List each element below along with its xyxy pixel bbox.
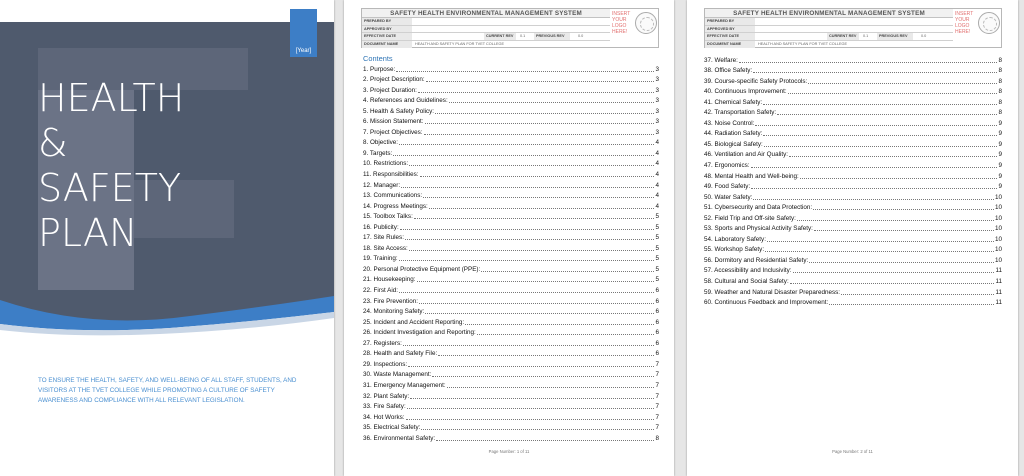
toc-dot-leader xyxy=(393,155,654,156)
header-row-prepared xyxy=(705,18,953,26)
toc-entry-label: 37. Welfare: xyxy=(704,56,738,64)
toc-entry-page: 3 xyxy=(655,76,659,84)
toc-entry-page: 10 xyxy=(994,256,1002,264)
toc-entry[interactable] xyxy=(363,327,659,338)
toc-dot-leader xyxy=(753,199,994,200)
toc-dot-leader xyxy=(438,355,654,356)
toc-entry-page: 5 xyxy=(655,234,659,242)
header-row-effective xyxy=(362,33,610,41)
toc-entry-page: 11 xyxy=(995,267,1002,275)
toc-dot-leader xyxy=(739,62,998,63)
toc-entry-label: 5. Health & Safety Policy: xyxy=(363,107,435,115)
previous-rev-label: PREVIOUS REV xyxy=(877,33,913,40)
toc-dot-leader xyxy=(813,209,994,210)
header-row-approved xyxy=(362,26,610,34)
toc-entry-label: 12. Manager: xyxy=(363,181,401,189)
logo-placeholder-text: INSERT YOUR LOGO HERE! xyxy=(955,11,974,35)
document-header xyxy=(704,8,1002,48)
toc-entry-label: 26. Incident Investigation and Reporting: xyxy=(363,329,476,337)
toc-entry[interactable] xyxy=(363,147,659,158)
toc-entry-label: 46. Ventilation and Air Quality: xyxy=(704,151,789,159)
toc-entry-page: 6 xyxy=(655,339,659,347)
toc-entry-label: 11. Responsibilities: xyxy=(363,171,419,179)
toc-dot-leader xyxy=(751,188,997,189)
toc-entry[interactable] xyxy=(704,75,1002,86)
toc-entry-label: 39. Course-specific Safety Protocols: xyxy=(704,77,808,85)
toc-entry-page: 7 xyxy=(655,424,659,432)
toc-entry-label: 3. Project Duration: xyxy=(363,86,417,94)
toc-entry-page: 9 xyxy=(998,172,1002,180)
toc-entry-label: 22. First Aid: xyxy=(363,287,398,295)
toc-entry[interactable] xyxy=(704,265,1002,276)
toc-entry-page: 4 xyxy=(655,139,659,147)
table-of-contents-continued xyxy=(704,54,1002,307)
toc-entry-page: 8 xyxy=(655,434,659,442)
toc-entry-page: 4 xyxy=(655,192,659,200)
toc-entry[interactable] xyxy=(363,105,659,116)
toc-dot-leader xyxy=(399,292,654,293)
toc-entry-label: 27. Registers: xyxy=(363,339,402,347)
toc-entry-page: 5 xyxy=(655,223,659,231)
toc-entry-page: 10 xyxy=(994,225,1002,233)
toc-entry-page: 7 xyxy=(655,403,659,411)
header-row-docname xyxy=(362,41,610,49)
toc-dot-leader xyxy=(829,304,994,305)
current-rev-value: 0.1 xyxy=(520,34,526,38)
toc-dot-leader xyxy=(808,83,997,84)
document-page-2[interactable] xyxy=(687,0,1018,476)
toc-dot-leader xyxy=(447,387,655,388)
toc-entry-page: 3 xyxy=(655,128,659,136)
prepared-by-label: PREPARED BY xyxy=(362,18,412,25)
toc-entry[interactable] xyxy=(704,138,1002,149)
document-name-label: DOCUMENT NAME xyxy=(362,41,412,49)
toc-entry-page: 8 xyxy=(998,67,1002,75)
toc-entry[interactable] xyxy=(704,286,1002,297)
toc-entry-page: 10 xyxy=(994,214,1002,222)
toc-dot-leader xyxy=(763,135,997,136)
toc-entry[interactable] xyxy=(704,86,1002,97)
toc-entry-label: 59. Weather and Natural Disaster Preparedness: xyxy=(704,288,841,296)
toc-entry-page: 3 xyxy=(655,97,659,105)
toc-entry-label: 2. Project Description: xyxy=(363,76,425,84)
toc-entry[interactable] xyxy=(704,202,1002,213)
toc-entry[interactable] xyxy=(363,190,659,201)
cover-title-line: PLAN xyxy=(38,211,138,255)
toc-entry[interactable] xyxy=(704,54,1002,65)
toc-dot-leader xyxy=(432,376,654,377)
toc-entry-page: 5 xyxy=(655,244,659,252)
prepared-by-label: PREPARED BY xyxy=(705,18,755,25)
toc-entry[interactable] xyxy=(363,253,659,264)
logo-seal-icon xyxy=(635,12,657,34)
toc-dot-leader xyxy=(449,102,655,103)
cover-title-line: & xyxy=(38,121,68,165)
toc-entry-page: 5 xyxy=(655,265,659,273)
logo-seal-icon xyxy=(978,12,1000,34)
toc-entry[interactable] xyxy=(704,128,1002,139)
toc-entry[interactable] xyxy=(363,401,659,412)
toc-entry[interactable] xyxy=(363,126,659,137)
toc-dot-leader xyxy=(777,114,997,115)
toc-dot-leader xyxy=(424,134,655,135)
toc-entry[interactable] xyxy=(704,149,1002,160)
toc-entry[interactable] xyxy=(704,233,1002,244)
toc-dot-leader xyxy=(764,146,998,147)
toc-entry-label: 6. Mission Statement: xyxy=(363,118,424,126)
toc-entry[interactable] xyxy=(363,95,659,106)
toc-dot-leader xyxy=(396,71,654,72)
toc-dot-leader xyxy=(751,167,998,168)
approved-by-label: APPROVED BY xyxy=(705,26,755,33)
toc-dot-leader xyxy=(788,93,998,94)
toc-entry[interactable] xyxy=(363,432,659,443)
toc-entry-label: 7. Project Objectives: xyxy=(363,128,423,136)
toc-entry-label: 16. Publicity: xyxy=(363,223,399,231)
toc-dot-leader xyxy=(767,241,994,242)
toc-entry-label: 54. Laboratory Safety: xyxy=(704,235,766,243)
toc-entry-page: 10 xyxy=(994,204,1002,212)
toc-dot-leader xyxy=(465,324,654,325)
toc-entry-label: 8. Objective: xyxy=(363,139,398,147)
toc-entry-label: 43. Noise Control: xyxy=(704,119,755,127)
toc-entry-page: 4 xyxy=(655,181,659,189)
toc-dot-leader xyxy=(414,218,655,219)
toc-dot-leader xyxy=(789,156,997,157)
toc-entry[interactable] xyxy=(363,390,659,401)
toc-entry-label: 17. Site Rules: xyxy=(363,234,404,242)
document-name-value: HEALTH AND SAFETY PLAN FOR TVET COLLEGE xyxy=(758,41,847,46)
document-page-1[interactable] xyxy=(344,0,674,476)
toc-entry-label: 1. Purpose: xyxy=(363,65,396,73)
toc-entry-label: 51. Cybersecurity and Data Protection: xyxy=(704,204,813,212)
toc-entry-label: 31. Emergency Management: xyxy=(363,381,446,389)
toc-dot-leader xyxy=(797,220,994,221)
cover-title-line: SAFETY xyxy=(38,166,182,210)
toc-dot-leader xyxy=(407,408,655,409)
effective-date-label: EFFECTIVE DATE xyxy=(705,33,755,40)
toc-dot-leader xyxy=(406,419,655,420)
previous-rev-value: 0.0 xyxy=(921,34,927,38)
header-title: SAFETY HEALTH ENVIRONMENTAL MANAGEMENT SYSTEM xyxy=(362,9,610,18)
toc-dot-leader xyxy=(400,229,655,230)
toc-dot-leader xyxy=(765,251,994,252)
cover-tagline: TO ENSURE THE HEALTH, SAFETY, AND WELL-BEING OF ALL STAFF, STUDENTS, AND VISITORS AT THE TVET COLLEGE WHILE PROMOTING A CULTURE OF SAFETY AWARENESS AND COMPLIANCE WITH ALL RELEVANT LEGISLATION. xyxy=(38,377,297,404)
toc-entry[interactable] xyxy=(363,200,659,211)
toc-entry-page: 3 xyxy=(655,86,659,94)
toc-entry[interactable] xyxy=(704,191,1002,202)
toc-entry-label: 50. Water Safety: xyxy=(704,193,753,201)
cover-title-line: HEALTH xyxy=(38,76,185,120)
current-rev-value: 0.1 xyxy=(863,34,869,38)
current-rev-label: CURRENT REV xyxy=(484,33,516,40)
approved-by-label: APPROVED BY xyxy=(362,26,412,33)
toc-dot-leader xyxy=(423,197,654,198)
effective-date-label: EFFECTIVE DATE xyxy=(362,33,412,40)
toc-entry[interactable] xyxy=(363,74,659,85)
toc-dot-leader xyxy=(420,176,655,177)
toc-dot-leader xyxy=(421,429,654,430)
toc-entry-page: 11 xyxy=(995,288,1002,296)
toc-entry[interactable] xyxy=(704,212,1002,223)
toc-entry-page: 11 xyxy=(995,299,1002,307)
toc-entry[interactable] xyxy=(363,295,659,306)
toc-dot-leader xyxy=(399,144,654,145)
toc-entry[interactable] xyxy=(704,254,1002,265)
toc-entry-label: 53. Sports and Physical Activity Safety: xyxy=(704,225,813,233)
toc-entry-label: 34. Hot Works: xyxy=(363,413,405,421)
toc-entry-label: 47. Ergonomics: xyxy=(704,162,750,170)
toc-entry-label: 60. Continuous Feedback and Improvement: xyxy=(704,299,829,307)
toc-entry[interactable] xyxy=(363,221,659,232)
toc-entry[interactable] xyxy=(704,244,1002,255)
toc-dot-leader xyxy=(425,313,654,314)
toc-entry-page: 5 xyxy=(655,276,659,284)
toc-entry-page: 6 xyxy=(655,297,659,305)
toc-dot-leader xyxy=(753,72,997,73)
toc-entry[interactable] xyxy=(363,306,659,317)
toc-entry[interactable] xyxy=(704,117,1002,128)
toc-entry-label: 49. Food Safety: xyxy=(704,183,751,191)
toc-dot-leader xyxy=(841,294,994,295)
toc-entry[interactable] xyxy=(363,316,659,327)
toc-entry[interactable] xyxy=(363,379,659,390)
header-row-effective xyxy=(705,33,953,41)
toc-entry-label: 40. Continuous Improvement: xyxy=(704,88,787,96)
toc-dot-leader xyxy=(409,250,655,251)
toc-entry-page: 4 xyxy=(655,149,659,157)
toc-entry[interactable] xyxy=(363,284,659,295)
toc-dot-leader xyxy=(403,345,655,346)
toc-entry-page: 4 xyxy=(655,202,659,210)
toc-entry-label: 23. Fire Prevention: xyxy=(363,297,418,305)
logo-placeholder-text: INSERT YOUR LOGO HERE! xyxy=(612,11,631,35)
document-name-value: HEALTH AND SAFETY PLAN FOR TVET COLLEGE xyxy=(415,41,504,46)
toc-entry-page: 9 xyxy=(998,119,1002,127)
toc-entry-page: 9 xyxy=(998,140,1002,148)
previous-rev-value: 0.0 xyxy=(578,34,584,38)
toc-entry[interactable] xyxy=(363,422,659,433)
toc-entry-page: 8 xyxy=(998,56,1002,64)
toc-entry-page: 7 xyxy=(655,413,659,421)
toc-entry-page: 7 xyxy=(655,360,659,368)
toc-entry[interactable] xyxy=(363,158,659,169)
toc-entry[interactable] xyxy=(704,170,1002,181)
toc-entry-label: 19. Training: xyxy=(363,255,398,263)
toc-entry[interactable] xyxy=(704,96,1002,107)
toc-entry-page: 6 xyxy=(655,287,659,295)
toc-entry[interactable] xyxy=(363,242,659,253)
toc-entry[interactable] xyxy=(363,179,659,190)
toc-dot-leader xyxy=(418,92,655,93)
toc-dot-leader xyxy=(755,125,997,126)
toc-entry-page: 5 xyxy=(655,255,659,263)
toc-entry[interactable] xyxy=(363,84,659,95)
toc-entry-label: 30. Waste Management: xyxy=(363,371,432,379)
toc-entry-page: 4 xyxy=(655,171,659,179)
toc-entry[interactable] xyxy=(363,232,659,243)
toc-entry-page: 10 xyxy=(994,235,1002,243)
toc-entry-label: 33. Fire Safety: xyxy=(363,403,406,411)
toc-entry[interactable] xyxy=(363,369,659,380)
toc-entry[interactable] xyxy=(363,337,659,348)
header-title: SAFETY HEALTH ENVIRONMENTAL MANAGEMENT SYSTEM xyxy=(705,9,953,18)
page-footer: Page Number: 1 of 11 xyxy=(488,449,530,454)
toc-entry-page: 7 xyxy=(655,371,659,379)
toc-entry-label: 13. Communications: xyxy=(363,192,423,200)
toc-entry-label: 35. Electrical Safety: xyxy=(363,424,421,432)
toc-entry[interactable] xyxy=(704,181,1002,192)
current-rev-label: CURRENT REV xyxy=(827,33,859,40)
toc-entry[interactable] xyxy=(704,275,1002,286)
toc-dot-leader xyxy=(401,187,654,188)
toc-entry-page: 3 xyxy=(655,118,659,126)
toc-entry-label: 57. Accessibility and Inclusivity: xyxy=(704,267,792,275)
toc-entry-label: 4. References and Guidelines: xyxy=(363,97,448,105)
document-name-label: DOCUMENT NAME xyxy=(705,41,755,49)
toc-entry-page: 8 xyxy=(998,88,1002,96)
table-of-contents xyxy=(363,63,659,443)
toc-heading: Contents xyxy=(363,54,393,63)
toc-entry-page: 9 xyxy=(998,162,1002,170)
toc-dot-leader xyxy=(405,239,655,240)
toc-dot-leader xyxy=(435,113,654,114)
toc-entry-page: 8 xyxy=(998,98,1002,106)
toc-entry-label: 24. Monitoring Safety: xyxy=(363,308,425,316)
toc-entry[interactable] xyxy=(363,263,659,274)
toc-entry-label: 18. Site Access: xyxy=(363,244,408,252)
toc-entry[interactable] xyxy=(363,211,659,222)
toc-dot-leader xyxy=(417,281,655,282)
toc-entry-page: 5 xyxy=(655,213,659,221)
toc-entry-label: 42. Transportation Safety: xyxy=(704,109,777,117)
toc-entry[interactable] xyxy=(363,137,659,148)
toc-entry[interactable] xyxy=(363,63,659,74)
toc-entry-page: 6 xyxy=(655,350,659,358)
toc-entry-label: 28. Health and Safety File: xyxy=(363,350,438,358)
toc-entry-page: 7 xyxy=(655,381,659,389)
toc-dot-leader xyxy=(410,398,654,399)
toc-dot-leader xyxy=(809,262,994,263)
toc-dot-leader xyxy=(477,334,655,335)
toc-entry-page: 8 xyxy=(998,77,1002,85)
page-footer: Page Number: 2 of 11 xyxy=(832,449,873,454)
toc-entry[interactable] xyxy=(363,168,659,179)
toc-entry-label: 38. Office Safety: xyxy=(704,67,753,75)
toc-dot-leader xyxy=(800,178,998,179)
toc-entry[interactable] xyxy=(363,411,659,422)
toc-dot-leader xyxy=(408,366,654,367)
toc-entry-label: 14. Progress Meetings: xyxy=(363,202,428,210)
header-row-approved xyxy=(705,26,953,34)
previous-rev-label: PREVIOUS REV xyxy=(534,33,570,40)
toc-entry-page: 9 xyxy=(998,130,1002,138)
toc-entry-page: 7 xyxy=(655,392,659,400)
toc-entry-label: 55. Workshop Safety: xyxy=(704,246,765,254)
toc-entry[interactable] xyxy=(363,358,659,369)
toc-entry[interactable] xyxy=(363,274,659,285)
toc-dot-leader xyxy=(409,165,654,166)
toc-entry-label: 21. Housekeeping: xyxy=(363,276,416,284)
toc-entry-page: 9 xyxy=(998,151,1002,159)
toc-entry-page: 10 xyxy=(994,193,1002,201)
toc-entry[interactable] xyxy=(363,116,659,127)
toc-dot-leader xyxy=(419,303,655,304)
toc-entry[interactable] xyxy=(704,107,1002,118)
toc-dot-leader xyxy=(793,272,995,273)
header-row-prepared xyxy=(362,18,610,26)
toc-entry[interactable] xyxy=(363,348,659,359)
toc-entry[interactable] xyxy=(704,297,1002,308)
toc-dot-leader xyxy=(426,81,655,82)
toc-entry-page: 3 xyxy=(655,65,659,73)
cover-title xyxy=(38,76,184,256)
toc-entry-label: 29. Inspections: xyxy=(363,360,408,368)
toc-entry-label: 15. Toolbox Talks: xyxy=(363,213,413,221)
toc-entry[interactable] xyxy=(704,223,1002,234)
toc-entry-page: 3 xyxy=(655,107,659,115)
toc-entry-label: 45. Biological Safety: xyxy=(704,140,763,148)
toc-dot-leader xyxy=(763,104,997,105)
toc-entry-page: 6 xyxy=(655,308,659,316)
toc-dot-leader xyxy=(814,230,994,231)
toc-entry-page: 4 xyxy=(655,160,659,168)
toc-dot-leader xyxy=(436,440,654,441)
toc-entry-label: 58. Cultural and Social Safety: xyxy=(704,278,789,286)
year-placeholder[interactable]: [Year] xyxy=(290,9,317,57)
toc-entry-page: 6 xyxy=(655,318,659,326)
toc-entry-page: 6 xyxy=(655,329,659,337)
toc-entry-page: 11 xyxy=(995,278,1002,286)
toc-entry-label: 52. Field Trip and Off-site Safety: xyxy=(704,214,796,222)
toc-entry-label: 9. Targets: xyxy=(363,149,393,157)
toc-dot-leader xyxy=(429,208,655,209)
toc-entry-page: 9 xyxy=(998,183,1002,191)
toc-dot-leader xyxy=(481,271,654,272)
toc-entry[interactable] xyxy=(704,65,1002,76)
toc-entry-label: 36. Environmental Safety: xyxy=(363,434,436,442)
toc-entry-page: 10 xyxy=(994,246,1002,254)
toc-dot-leader xyxy=(399,260,655,261)
toc-entry-page: 8 xyxy=(998,109,1002,117)
toc-dot-leader xyxy=(790,283,995,284)
toc-entry-label: 48. Mental Health and Well-being: xyxy=(704,172,799,180)
toc-entry-label: 20. Personal Protective Equipment (PPE): xyxy=(363,265,481,273)
document-header xyxy=(361,8,659,48)
toc-entry-label: 56. Dormitory and Residential Safety: xyxy=(704,256,809,264)
toc-dot-leader xyxy=(425,123,655,124)
toc-entry-label: 41. Chemical Safety: xyxy=(704,98,763,106)
toc-entry[interactable] xyxy=(704,159,1002,170)
toc-entry-label: 10. Restrictions: xyxy=(363,160,409,168)
toc-entry-label: 44. Radiation Safety: xyxy=(704,130,763,138)
cover-page[interactable] xyxy=(0,0,334,476)
toc-entry-label: 25. Incident and Accident Reporting: xyxy=(363,318,465,326)
toc-entry-label: 32. Plant Safety: xyxy=(363,392,410,400)
header-row-docname xyxy=(705,41,953,49)
